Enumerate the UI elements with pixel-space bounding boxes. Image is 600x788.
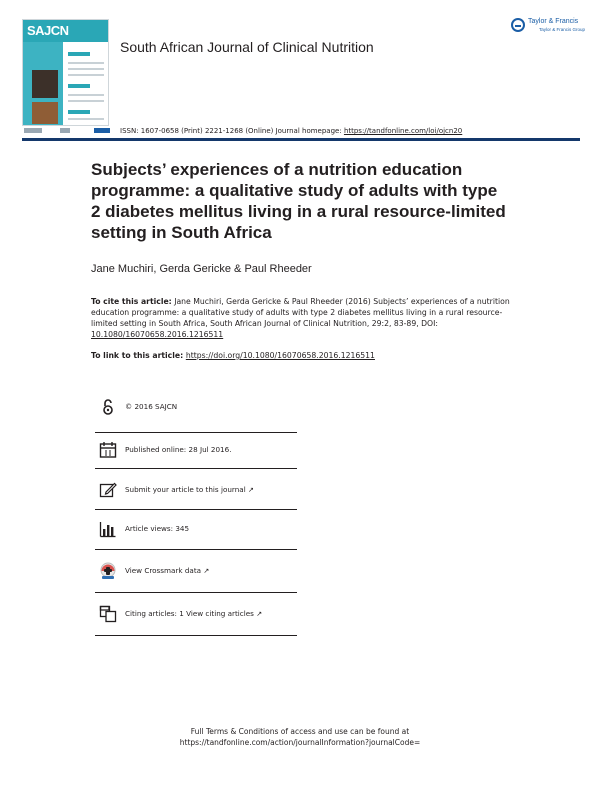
terms-line: Full Terms & Conditions of access and use can be found at <box>190 727 410 736</box>
row-divider <box>95 509 297 510</box>
publisher-name: Taylor & Francis <box>528 18 579 25</box>
open-access-row <box>95 389 297 425</box>
cover-logo: SAJCN <box>27 23 69 38</box>
row-divider <box>95 549 297 550</box>
external-link-icon: ↗ <box>203 567 210 575</box>
header-rule <box>22 138 580 141</box>
citing-articles-label: Citing articles: 1 View citing articles <box>125 609 254 618</box>
citing-articles-icon <box>99 605 117 623</box>
terms-url[interactable]: https://tandfonline.com/action/journalInformation?journalCode= <box>179 738 421 747</box>
submit-article-row[interactable] <box>95 472 297 508</box>
cover-decoration <box>68 62 104 64</box>
doi-link[interactable]: 10.1080/16070658.2016.1216511 <box>91 330 224 339</box>
cover-decoration <box>68 118 104 120</box>
article-url-link[interactable]: https://doi.org/10.1080/16070658.2016.1216511 <box>185 351 375 360</box>
cover-sponsor-logos <box>22 126 112 136</box>
journal-homepage-link[interactable]: https://tandfonline.com/loi/ojcn20 <box>343 127 463 135</box>
citing-articles-row[interactable] <box>95 596 297 632</box>
link-label: To link to this article: <box>91 351 186 360</box>
crossmark-link[interactable] <box>125 566 209 575</box>
row-divider <box>95 468 297 469</box>
cite-label: To cite this article: <box>91 297 172 306</box>
article-authors: Jane Muchiri, Gerda Gericke & Paul Rheeder <box>91 263 312 275</box>
cover-decoration <box>68 110 90 114</box>
external-link-icon: ↗ <box>256 610 263 618</box>
cover-decoration <box>68 74 104 76</box>
cover-decoration <box>68 52 90 56</box>
article-link-line <box>91 351 375 360</box>
journal-cover-image <box>22 19 109 126</box>
article-views-count: Article views: 345 <box>125 524 190 533</box>
crossmark-row[interactable] <box>95 553 297 589</box>
citation-block <box>91 296 511 340</box>
article-title: Subjects’ experiences of a nutrition education programme: a qualitative study of adults with type 2 diabetes mellitus living in a rural resource-limited setting in South Africa <box>91 160 506 242</box>
submit-article-link[interactable] <box>125 485 254 494</box>
crossmark-icon <box>99 562 117 580</box>
publisher-subtitle: Taylor & Francis Group <box>539 27 586 32</box>
terms-footer <box>0 726 600 748</box>
open-access-icon <box>99 398 117 416</box>
cover-decoration <box>68 68 104 70</box>
article-views-row <box>95 511 297 547</box>
journal-title: South African Journal of Clinical Nutrition <box>120 39 374 55</box>
issn-line <box>120 127 462 135</box>
cover-decoration <box>68 84 90 88</box>
cite-text: Jane Muchiri, Gerda Gericke & Paul Rheeder (2016) Subjects’ experiences of a nutrition education programme: a qualitative study of adults with type 2 diabetes mellitus living in a rural resource-limited setting in South Africa, South African Journal of Clinical Nutrition, 29:2, 83-89, DOI: <box>91 297 510 328</box>
edit-icon <box>99 481 117 499</box>
cover-photo <box>32 70 58 98</box>
cover-photo <box>32 102 58 124</box>
row-divider <box>95 592 297 593</box>
citing-articles-link[interactable] <box>125 609 262 618</box>
submit-article-label: Submit your article to this journal <box>125 485 246 494</box>
cover-decoration <box>68 100 104 102</box>
publisher-logo[interactable] <box>511 18 586 36</box>
external-link-icon: ↗ <box>248 486 254 494</box>
published-row <box>95 432 297 468</box>
calendar-icon <box>99 441 117 459</box>
crossmark-label: View Crossmark data <box>125 566 202 575</box>
copyright-text: © 2016 SAJCN <box>125 402 178 411</box>
cover-decoration <box>68 94 104 96</box>
issn-text: ISSN: 1607-0658 (Print) 2221-1268 (Online) Journal homepage: <box>120 127 344 135</box>
row-divider <box>95 635 297 636</box>
bar-chart-icon <box>99 520 117 538</box>
published-date: Published online: 28 Jul 2016. <box>125 445 232 454</box>
publisher-logo-icon <box>511 18 525 32</box>
